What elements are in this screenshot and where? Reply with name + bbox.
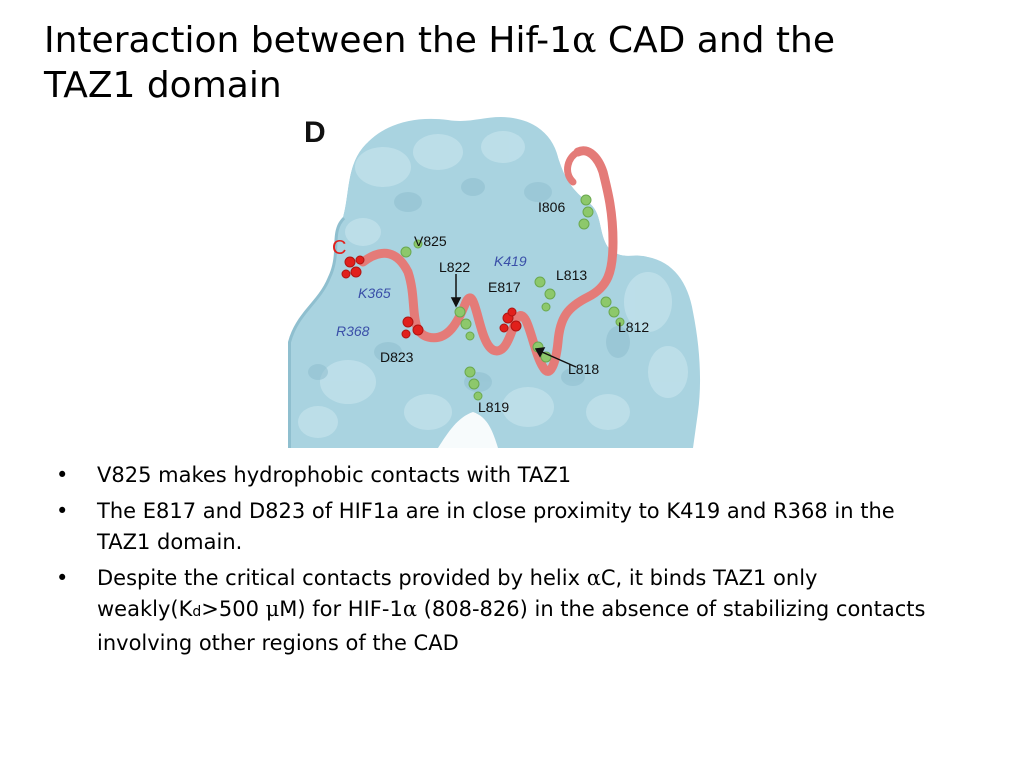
label-k419: K419: [494, 253, 527, 269]
label-d823: D823: [380, 349, 414, 365]
bullet-text-part1: Despite the critical contacts provided by helix: [97, 566, 587, 590]
bullet-text-part5: (808-826) in the absence of stabilizing contacts involving other regions of the CAD: [97, 597, 926, 655]
slide-title: [44, 18, 944, 108]
alpha-symbol: α: [586, 566, 601, 590]
title-line2: TAZ1 domain: [44, 65, 282, 106]
label-l819: L819: [478, 399, 510, 415]
bullet-marker: •: [56, 499, 69, 523]
bullet-item-1: [54, 460, 954, 491]
label-l812: L812: [618, 319, 650, 335]
c-terminus-label: C: [332, 237, 347, 259]
mu-symbol: μ: [265, 597, 280, 621]
kd-subscript: d: [192, 604, 202, 620]
taz1-hif-structure-image: [288, 112, 702, 448]
bullet-text-part4: M) for HIF-1: [279, 597, 403, 621]
label-v825: V825: [414, 233, 447, 249]
title-alpha-symbol: α: [572, 20, 597, 61]
bullet-text-part3: >500: [201, 597, 266, 621]
label-i806: I806: [538, 199, 566, 215]
bullet-text: The E817 and D823 of HIF1a are in close proximity to K419 and R368 in the TAZ1 domain.: [97, 499, 895, 554]
label-r368: R368: [336, 323, 370, 339]
panel-label: D: [304, 116, 326, 149]
label-e817: E817: [488, 279, 521, 295]
alpha-symbol: α: [402, 597, 417, 621]
bullet-text-part2: C, it binds TAZ1 only weakly(K: [97, 566, 818, 621]
label-l813: L813: [556, 267, 588, 283]
label-l818: L818: [568, 361, 600, 377]
bullet-text: V825 makes hydrophobic contacts with TAZ1: [97, 463, 572, 487]
bullet-marker: •: [56, 463, 69, 487]
bullet-list: [54, 460, 954, 664]
label-k365: K365: [358, 285, 391, 301]
bullet-item-3: [54, 563, 954, 659]
bullet-marker: •: [56, 566, 69, 590]
structure-figure: [288, 112, 702, 448]
title-line1-end: CAD and the: [596, 20, 836, 61]
label-l822: L822: [439, 259, 471, 275]
title-line1: Interaction between the Hif-1: [44, 20, 573, 61]
bullet-item-2: [54, 496, 954, 558]
